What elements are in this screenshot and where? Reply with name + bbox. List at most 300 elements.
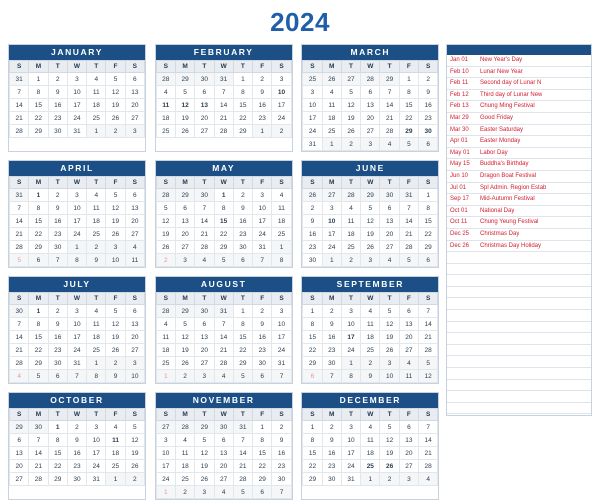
day-cell[interactable]: 24 xyxy=(67,344,86,357)
day-cell[interactable]: 24 xyxy=(341,460,360,473)
day-cell[interactable]: 20 xyxy=(195,112,214,125)
day-cell[interactable]: 18 xyxy=(272,215,291,228)
day-cell[interactable]: 10 xyxy=(322,215,341,228)
day-cell[interactable]: 13 xyxy=(125,318,144,331)
day-cell[interactable]: 6 xyxy=(361,86,380,99)
day-cell[interactable]: 6 xyxy=(419,254,438,267)
day-cell[interactable]: 19 xyxy=(361,228,380,241)
day-cell[interactable]: 11 xyxy=(87,86,106,99)
day-cell[interactable]: 19 xyxy=(380,331,399,344)
day-cell[interactable]: 21 xyxy=(419,331,438,344)
day-cell[interactable]: 29 xyxy=(10,421,29,434)
day-cell[interactable]: 8 xyxy=(399,86,418,99)
day-cell[interactable]: 6 xyxy=(303,370,322,383)
day-cell[interactable]: 15 xyxy=(214,215,233,228)
day-cell[interactable]: 4 xyxy=(214,370,233,383)
day-cell[interactable]: 18 xyxy=(322,112,341,125)
day-cell[interactable]: 30 xyxy=(214,421,233,434)
day-cell[interactable]: 18 xyxy=(361,331,380,344)
day-cell[interactable]: 8 xyxy=(87,370,106,383)
day-cell[interactable]: 17 xyxy=(341,331,360,344)
day-cell[interactable]: 19 xyxy=(106,215,125,228)
day-cell[interactable]: 21 xyxy=(195,228,214,241)
day-cell[interactable]: 7 xyxy=(195,202,214,215)
day-cell[interactable]: 24 xyxy=(341,344,360,357)
day-cell[interactable]: 1 xyxy=(214,189,233,202)
day-cell[interactable]: 5 xyxy=(233,486,252,499)
day-cell[interactable]: 8 xyxy=(233,318,252,331)
day-cell[interactable]: 26 xyxy=(361,241,380,254)
day-cell[interactable]: 11 xyxy=(156,331,175,344)
day-cell[interactable]: 30 xyxy=(322,473,341,486)
day-cell[interactable]: 7 xyxy=(214,318,233,331)
day-cell[interactable]: 26 xyxy=(106,344,125,357)
day-cell[interactable]: 14 xyxy=(399,215,418,228)
day-cell[interactable]: 22 xyxy=(419,228,438,241)
day-cell[interactable]: 3 xyxy=(341,421,360,434)
day-cell[interactable]: 25 xyxy=(303,73,322,86)
day-cell[interactable]: 22 xyxy=(233,112,252,125)
day-cell[interactable]: 6 xyxy=(253,370,272,383)
day-cell[interactable]: 30 xyxy=(253,357,272,370)
day-cell[interactable]: 11 xyxy=(87,318,106,331)
day-cell[interactable]: 28 xyxy=(399,241,418,254)
day-cell[interactable]: 1 xyxy=(419,189,438,202)
day-cell[interactable]: 1 xyxy=(303,305,322,318)
day-cell[interactable]: 15 xyxy=(303,447,322,460)
day-cell[interactable]: 2 xyxy=(253,73,272,86)
day-cell[interactable]: 2 xyxy=(48,73,67,86)
day-cell[interactable]: 13 xyxy=(380,215,399,228)
day-cell[interactable]: 3 xyxy=(361,138,380,151)
day-cell[interactable]: 20 xyxy=(195,344,214,357)
day-cell[interactable]: 2 xyxy=(341,138,360,151)
day-cell[interactable]: 26 xyxy=(322,73,341,86)
day-cell[interactable]: 6 xyxy=(29,254,48,267)
day-cell[interactable]: 27 xyxy=(175,241,194,254)
day-cell[interactable]: 1 xyxy=(303,421,322,434)
day-cell[interactable]: 31 xyxy=(67,357,86,370)
day-cell[interactable]: 23 xyxy=(253,344,272,357)
day-cell[interactable]: 28 xyxy=(214,357,233,370)
day-cell[interactable]: 2 xyxy=(87,241,106,254)
day-cell[interactable]: 3 xyxy=(87,421,106,434)
day-cell[interactable]: 18 xyxy=(106,447,125,460)
day-cell[interactable]: 11 xyxy=(125,254,144,267)
day-cell[interactable]: 29 xyxy=(233,125,252,138)
day-cell[interactable]: 29 xyxy=(195,421,214,434)
day-cell[interactable]: 16 xyxy=(303,228,322,241)
day-cell[interactable]: 16 xyxy=(48,99,67,112)
day-cell[interactable]: 12 xyxy=(341,99,360,112)
day-cell[interactable]: 6 xyxy=(195,318,214,331)
day-cell[interactable]: 3 xyxy=(67,73,86,86)
day-cell[interactable]: 9 xyxy=(253,86,272,99)
day-cell[interactable]: 28 xyxy=(214,125,233,138)
day-cell[interactable]: 21 xyxy=(419,447,438,460)
day-cell[interactable]: 2 xyxy=(125,473,144,486)
day-cell[interactable]: 4 xyxy=(87,305,106,318)
day-cell[interactable]: 2 xyxy=(48,305,67,318)
day-cell[interactable]: 23 xyxy=(253,112,272,125)
day-cell[interactable]: 6 xyxy=(10,434,29,447)
day-cell[interactable]: 24 xyxy=(272,112,291,125)
day-cell[interactable]: 29 xyxy=(175,73,194,86)
day-cell[interactable]: 20 xyxy=(399,447,418,460)
day-cell[interactable]: 10 xyxy=(67,86,86,99)
day-cell[interactable]: 10 xyxy=(156,447,175,460)
day-cell[interactable]: 9 xyxy=(419,86,438,99)
day-cell[interactable]: 28 xyxy=(175,421,194,434)
day-cell[interactable]: 26 xyxy=(125,460,144,473)
day-cell[interactable]: 23 xyxy=(48,228,67,241)
day-cell[interactable]: 18 xyxy=(341,228,360,241)
day-cell[interactable]: 25 xyxy=(156,357,175,370)
day-cell[interactable]: 1 xyxy=(29,189,48,202)
day-cell[interactable]: 26 xyxy=(106,112,125,125)
day-cell[interactable]: 27 xyxy=(399,344,418,357)
day-cell[interactable]: 14 xyxy=(419,318,438,331)
day-cell[interactable]: 9 xyxy=(361,370,380,383)
day-cell[interactable]: 12 xyxy=(175,99,194,112)
day-cell[interactable]: 13 xyxy=(214,447,233,460)
day-cell[interactable]: 15 xyxy=(419,215,438,228)
day-cell[interactable]: 18 xyxy=(361,447,380,460)
day-cell[interactable]: 5 xyxy=(195,434,214,447)
day-cell[interactable]: 25 xyxy=(341,241,360,254)
day-cell[interactable]: 1 xyxy=(87,357,106,370)
day-cell[interactable]: 2 xyxy=(48,189,67,202)
day-cell[interactable]: 27 xyxy=(195,357,214,370)
day-cell[interactable]: 5 xyxy=(233,370,252,383)
day-cell[interactable]: 27 xyxy=(156,421,175,434)
day-cell[interactable]: 5 xyxy=(10,254,29,267)
day-cell[interactable]: 9 xyxy=(272,434,291,447)
day-cell[interactable]: 11 xyxy=(361,434,380,447)
day-cell[interactable]: 3 xyxy=(399,473,418,486)
day-cell[interactable]: 28 xyxy=(195,241,214,254)
day-cell[interactable]: 8 xyxy=(341,370,360,383)
day-cell[interactable]: 17 xyxy=(156,460,175,473)
day-cell[interactable]: 27 xyxy=(361,125,380,138)
day-cell[interactable]: 15 xyxy=(303,331,322,344)
day-cell[interactable]: 4 xyxy=(87,189,106,202)
day-cell[interactable]: 2 xyxy=(419,73,438,86)
day-cell[interactable]: 30 xyxy=(272,473,291,486)
day-cell[interactable]: 31 xyxy=(87,473,106,486)
day-cell[interactable]: 21 xyxy=(10,112,29,125)
day-cell[interactable]: 14 xyxy=(195,215,214,228)
day-cell[interactable]: 16 xyxy=(253,331,272,344)
day-cell[interactable]: 11 xyxy=(175,447,194,460)
day-cell[interactable]: 1 xyxy=(67,241,86,254)
day-cell[interactable]: 9 xyxy=(48,86,67,99)
day-cell[interactable]: 15 xyxy=(29,99,48,112)
day-cell[interactable]: 15 xyxy=(233,331,252,344)
day-cell[interactable]: 23 xyxy=(48,344,67,357)
day-cell[interactable]: 27 xyxy=(322,189,341,202)
day-cell[interactable]: 19 xyxy=(341,112,360,125)
day-cell[interactable]: 11 xyxy=(361,318,380,331)
day-cell[interactable]: 19 xyxy=(156,228,175,241)
day-cell[interactable]: 6 xyxy=(233,254,252,267)
day-cell[interactable]: 5 xyxy=(106,189,125,202)
day-cell[interactable]: 7 xyxy=(10,86,29,99)
day-cell[interactable]: 27 xyxy=(10,473,29,486)
day-cell[interactable]: 28 xyxy=(10,357,29,370)
day-cell[interactable]: 3 xyxy=(175,254,194,267)
day-cell[interactable]: 10 xyxy=(341,434,360,447)
day-cell[interactable]: 2 xyxy=(106,125,125,138)
day-cell[interactable]: 10 xyxy=(253,202,272,215)
day-cell[interactable]: 25 xyxy=(156,125,175,138)
day-cell[interactable]: 2 xyxy=(272,421,291,434)
day-cell[interactable]: 23 xyxy=(322,460,341,473)
day-cell[interactable]: 9 xyxy=(253,318,272,331)
day-cell[interactable]: 28 xyxy=(419,460,438,473)
day-cell[interactable]: 25 xyxy=(322,125,341,138)
day-cell[interactable]: 29 xyxy=(361,189,380,202)
day-cell[interactable]: 6 xyxy=(175,202,194,215)
day-cell[interactable]: 12 xyxy=(195,447,214,460)
day-cell[interactable]: 2 xyxy=(322,305,341,318)
day-cell[interactable]: 23 xyxy=(233,228,252,241)
day-cell[interactable]: 17 xyxy=(322,228,341,241)
day-cell[interactable]: 2 xyxy=(233,189,252,202)
day-cell[interactable]: 10 xyxy=(272,318,291,331)
day-cell[interactable]: 30 xyxy=(322,357,341,370)
day-cell[interactable]: 15 xyxy=(29,331,48,344)
day-cell[interactable]: 23 xyxy=(48,112,67,125)
day-cell[interactable]: 17 xyxy=(87,447,106,460)
day-cell[interactable]: 3 xyxy=(67,305,86,318)
day-cell[interactable]: 3 xyxy=(272,305,291,318)
day-cell[interactable]: 28 xyxy=(380,125,399,138)
day-cell[interactable]: 1 xyxy=(322,254,341,267)
day-cell[interactable]: 2 xyxy=(175,370,194,383)
day-cell[interactable]: 26 xyxy=(341,125,360,138)
day-cell[interactable]: 9 xyxy=(67,434,86,447)
day-cell[interactable]: 25 xyxy=(87,228,106,241)
day-cell[interactable]: 28 xyxy=(10,241,29,254)
day-cell[interactable]: 3 xyxy=(125,125,144,138)
day-cell[interactable]: 5 xyxy=(419,357,438,370)
day-cell[interactable]: 2 xyxy=(67,421,86,434)
day-cell[interactable]: 29 xyxy=(303,357,322,370)
day-cell[interactable]: 8 xyxy=(29,202,48,215)
day-cell[interactable]: 15 xyxy=(253,447,272,460)
day-cell[interactable]: 2 xyxy=(156,254,175,267)
day-cell[interactable]: 6 xyxy=(419,138,438,151)
day-cell[interactable]: 14 xyxy=(10,331,29,344)
day-cell[interactable]: 31 xyxy=(272,357,291,370)
day-cell[interactable]: 1 xyxy=(29,305,48,318)
day-cell[interactable]: 22 xyxy=(233,344,252,357)
day-cell[interactable]: 6 xyxy=(125,189,144,202)
day-cell[interactable]: 12 xyxy=(361,215,380,228)
day-cell[interactable]: 5 xyxy=(399,254,418,267)
day-cell[interactable]: 21 xyxy=(10,228,29,241)
day-cell[interactable]: 29 xyxy=(399,125,418,138)
day-cell[interactable]: 27 xyxy=(125,344,144,357)
day-cell[interactable]: 1 xyxy=(48,421,67,434)
day-cell[interactable]: 17 xyxy=(272,99,291,112)
day-cell[interactable]: 4 xyxy=(361,305,380,318)
day-cell[interactable]: 29 xyxy=(29,125,48,138)
day-cell[interactable]: 5 xyxy=(29,370,48,383)
day-cell[interactable]: 8 xyxy=(48,434,67,447)
day-cell[interactable]: 26 xyxy=(380,344,399,357)
day-cell[interactable]: 22 xyxy=(399,112,418,125)
day-cell[interactable]: 21 xyxy=(214,344,233,357)
day-cell[interactable]: 22 xyxy=(303,344,322,357)
day-cell[interactable]: 5 xyxy=(106,305,125,318)
day-cell[interactable]: 9 xyxy=(106,370,125,383)
day-cell[interactable]: 31 xyxy=(10,73,29,86)
day-cell[interactable]: 30 xyxy=(10,305,29,318)
day-cell[interactable]: 14 xyxy=(29,447,48,460)
day-cell[interactable]: 12 xyxy=(380,318,399,331)
day-cell[interactable]: 26 xyxy=(106,228,125,241)
day-cell[interactable]: 30 xyxy=(233,241,252,254)
day-cell[interactable]: 22 xyxy=(214,228,233,241)
day-cell[interactable]: 12 xyxy=(106,202,125,215)
day-cell[interactable]: 14 xyxy=(419,434,438,447)
day-cell[interactable]: 5 xyxy=(380,421,399,434)
day-cell[interactable]: 26 xyxy=(303,189,322,202)
day-cell[interactable]: 27 xyxy=(125,228,144,241)
day-cell[interactable]: 25 xyxy=(87,112,106,125)
day-cell[interactable]: 4 xyxy=(87,73,106,86)
day-cell[interactable]: 3 xyxy=(195,370,214,383)
day-cell[interactable]: 7 xyxy=(272,486,291,499)
day-cell[interactable]: 7 xyxy=(419,305,438,318)
day-cell[interactable]: 29 xyxy=(253,473,272,486)
day-cell[interactable]: 14 xyxy=(214,99,233,112)
day-cell[interactable]: 1 xyxy=(341,357,360,370)
day-cell[interactable]: 16 xyxy=(48,331,67,344)
day-cell[interactable]: 26 xyxy=(195,473,214,486)
day-cell[interactable]: 20 xyxy=(10,460,29,473)
day-cell[interactable]: 12 xyxy=(106,318,125,331)
day-cell[interactable]: 22 xyxy=(303,460,322,473)
day-cell[interactable]: 3 xyxy=(67,189,86,202)
day-cell[interactable]: 7 xyxy=(214,86,233,99)
day-cell[interactable]: 24 xyxy=(272,344,291,357)
day-cell[interactable]: 19 xyxy=(125,447,144,460)
day-cell[interactable]: 21 xyxy=(380,112,399,125)
day-cell[interactable]: 13 xyxy=(10,447,29,460)
day-cell[interactable]: 28 xyxy=(156,73,175,86)
day-cell[interactable]: 6 xyxy=(253,486,272,499)
day-cell[interactable]: 4 xyxy=(214,486,233,499)
day-cell[interactable]: 16 xyxy=(67,447,86,460)
day-cell[interactable]: 1 xyxy=(29,73,48,86)
day-cell[interactable]: 5 xyxy=(125,421,144,434)
day-cell[interactable]: 2 xyxy=(272,125,291,138)
day-cell[interactable]: 30 xyxy=(419,125,438,138)
day-cell[interactable]: 21 xyxy=(233,460,252,473)
day-cell[interactable]: 3 xyxy=(361,254,380,267)
day-cell[interactable]: 3 xyxy=(125,357,144,370)
day-cell[interactable]: 23 xyxy=(67,460,86,473)
day-cell[interactable]: 30 xyxy=(48,357,67,370)
day-cell[interactable]: 15 xyxy=(399,99,418,112)
day-cell[interactable]: 3 xyxy=(380,357,399,370)
day-cell[interactable]: 2 xyxy=(175,486,194,499)
day-cell[interactable]: 8 xyxy=(67,254,86,267)
day-cell[interactable]: 25 xyxy=(361,460,380,473)
day-cell[interactable]: 17 xyxy=(253,215,272,228)
day-cell[interactable]: 30 xyxy=(195,73,214,86)
day-cell[interactable]: 4 xyxy=(361,421,380,434)
day-cell[interactable]: 1 xyxy=(233,305,252,318)
day-cell[interactable]: 18 xyxy=(87,215,106,228)
day-cell[interactable]: 2 xyxy=(303,202,322,215)
day-cell[interactable]: 24 xyxy=(156,473,175,486)
day-cell[interactable]: 28 xyxy=(233,473,252,486)
day-cell[interactable]: 24 xyxy=(67,112,86,125)
day-cell[interactable]: 24 xyxy=(87,460,106,473)
day-cell[interactable]: 5 xyxy=(106,73,125,86)
day-cell[interactable]: 1 xyxy=(361,473,380,486)
day-cell[interactable]: 10 xyxy=(380,370,399,383)
day-cell[interactable]: 29 xyxy=(29,241,48,254)
day-cell[interactable]: 24 xyxy=(67,228,86,241)
day-cell[interactable]: 28 xyxy=(156,305,175,318)
day-cell[interactable]: 9 xyxy=(48,202,67,215)
day-cell[interactable]: 8 xyxy=(303,434,322,447)
day-cell[interactable]: 17 xyxy=(67,215,86,228)
day-cell[interactable]: 4 xyxy=(195,254,214,267)
day-cell[interactable]: 10 xyxy=(67,202,86,215)
day-cell[interactable]: 29 xyxy=(214,241,233,254)
day-cell[interactable]: 10 xyxy=(67,318,86,331)
day-cell[interactable]: 4 xyxy=(156,318,175,331)
day-cell[interactable]: 30 xyxy=(48,125,67,138)
day-cell[interactable]: 30 xyxy=(380,189,399,202)
day-cell[interactable]: 20 xyxy=(125,215,144,228)
day-cell[interactable]: 20 xyxy=(380,228,399,241)
day-cell[interactable]: 31 xyxy=(341,473,360,486)
day-cell[interactable]: 7 xyxy=(253,254,272,267)
day-cell[interactable]: 16 xyxy=(253,99,272,112)
day-cell[interactable]: 17 xyxy=(67,331,86,344)
day-cell[interactable]: 8 xyxy=(253,434,272,447)
day-cell[interactable]: 3 xyxy=(341,305,360,318)
day-cell[interactable]: 3 xyxy=(272,73,291,86)
day-cell[interactable]: 29 xyxy=(380,73,399,86)
day-cell[interactable]: 13 xyxy=(125,86,144,99)
day-cell[interactable]: 21 xyxy=(10,344,29,357)
day-cell[interactable]: 31 xyxy=(399,189,418,202)
day-cell[interactable]: 29 xyxy=(175,305,194,318)
day-cell[interactable]: 19 xyxy=(106,99,125,112)
day-cell[interactable]: 5 xyxy=(361,202,380,215)
day-cell[interactable]: 10 xyxy=(106,254,125,267)
day-cell[interactable]: 24 xyxy=(322,241,341,254)
day-cell[interactable]: 11 xyxy=(322,99,341,112)
day-cell[interactable]: 2 xyxy=(322,421,341,434)
day-cell[interactable]: 28 xyxy=(10,125,29,138)
day-cell[interactable]: 28 xyxy=(361,73,380,86)
day-cell[interactable]: 8 xyxy=(272,254,291,267)
day-cell[interactable]: 20 xyxy=(361,112,380,125)
day-cell[interactable]: 29 xyxy=(303,473,322,486)
day-cell[interactable]: 27 xyxy=(341,73,360,86)
day-cell[interactable]: 7 xyxy=(380,86,399,99)
day-cell[interactable]: 5 xyxy=(399,138,418,151)
